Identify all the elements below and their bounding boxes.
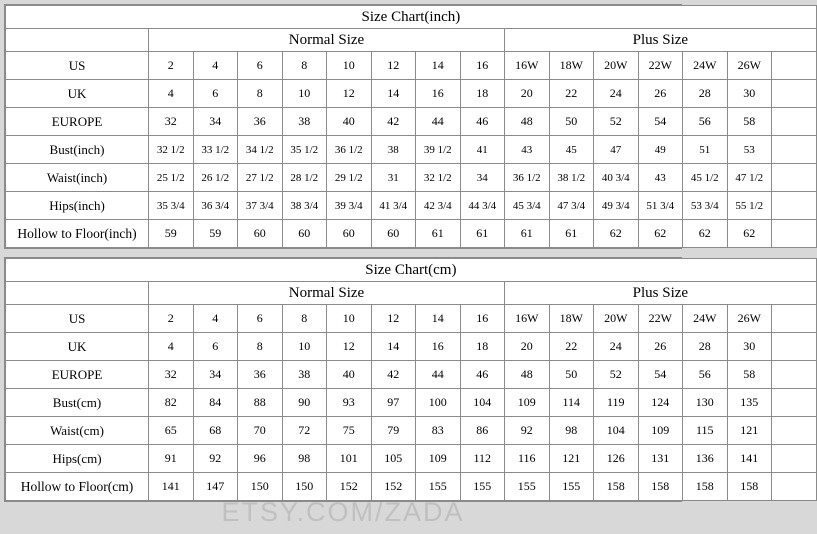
cell <box>772 192 817 220</box>
cell: 16 <box>416 333 461 361</box>
row-label-europe: EUROPE <box>6 361 149 389</box>
cell: 28 1/2 <box>282 164 327 192</box>
cell: 38 <box>371 136 416 164</box>
cell <box>772 52 817 80</box>
cell: 109 <box>505 389 550 417</box>
row-label-waist: Waist(cm) <box>6 417 149 445</box>
cell: 51 3/4 <box>638 192 683 220</box>
cell: 35 1/2 <box>282 136 327 164</box>
cell: 49 <box>638 136 683 164</box>
cell: 61 <box>416 220 461 248</box>
cell: 4 <box>193 52 238 80</box>
cell: 27 1/2 <box>238 164 283 192</box>
table-row <box>6 389 817 417</box>
cell: 36 1/2 <box>505 164 550 192</box>
row-label-bust: Bust(cm) <box>6 389 149 417</box>
cell: 55 1/2 <box>727 192 772 220</box>
cell <box>772 445 817 473</box>
row-label-europe: EUROPE <box>6 108 149 136</box>
table-group-row <box>6 29 817 52</box>
cell: 26 <box>638 80 683 108</box>
cell: 48 <box>505 108 550 136</box>
size-chart-inch-table <box>5 5 817 248</box>
cell: 131 <box>638 445 683 473</box>
cell: 96 <box>238 445 283 473</box>
size-chart-cm-table <box>5 258 817 501</box>
cell: 24 <box>594 333 639 361</box>
cell: 31 <box>371 164 416 192</box>
cell: 54 <box>638 361 683 389</box>
cell: 10 <box>327 305 372 333</box>
cell: 61 <box>460 220 505 248</box>
cell: 52 <box>594 361 639 389</box>
cell: 62 <box>683 220 728 248</box>
cell: 86 <box>460 417 505 445</box>
cell: 60 <box>238 220 283 248</box>
table-row <box>6 52 817 80</box>
cell: 98 <box>282 445 327 473</box>
cell: 38 <box>282 108 327 136</box>
cell: 46 <box>460 361 505 389</box>
cell <box>772 417 817 445</box>
cell: 97 <box>371 389 416 417</box>
cell <box>772 389 817 417</box>
cell: 72 <box>282 417 327 445</box>
cell: 112 <box>460 445 505 473</box>
cell: 18W <box>549 305 594 333</box>
cell: 51 <box>683 136 728 164</box>
cell: 18 <box>460 333 505 361</box>
cell <box>772 220 817 248</box>
cell: 34 <box>193 361 238 389</box>
cell: 30 <box>727 333 772 361</box>
table-row <box>6 80 817 108</box>
cell: 68 <box>193 417 238 445</box>
cell: 83 <box>416 417 461 445</box>
cell: 147 <box>193 473 238 501</box>
cell: 150 <box>282 473 327 501</box>
cell <box>772 164 817 192</box>
cell: 34 1/2 <box>238 136 283 164</box>
cell: 79 <box>371 417 416 445</box>
cell: 24W <box>683 52 728 80</box>
table-title-row <box>6 259 817 282</box>
cell: 43 <box>505 136 550 164</box>
cell: 60 <box>282 220 327 248</box>
cell: 130 <box>683 389 728 417</box>
cell: 33 1/2 <box>193 136 238 164</box>
cell: 18 <box>460 80 505 108</box>
table-row <box>6 108 817 136</box>
cell: 98 <box>549 417 594 445</box>
cell: 20 <box>505 333 550 361</box>
cell <box>772 80 817 108</box>
cell: 34 <box>193 108 238 136</box>
row-label-waist: Waist(inch) <box>6 164 149 192</box>
row-label-hollow-to-floor: Hollow to Floor(inch) <box>6 220 149 248</box>
cell: 22 <box>549 333 594 361</box>
cell: 53 3/4 <box>683 192 728 220</box>
cell: 28 <box>683 333 728 361</box>
cell: 12 <box>327 333 372 361</box>
cell: 28 <box>683 80 728 108</box>
cell: 42 <box>371 108 416 136</box>
cell: 50 <box>549 108 594 136</box>
cell: 58 <box>727 361 772 389</box>
cell: 65 <box>149 417 194 445</box>
table-title-row <box>6 6 817 29</box>
cell: 25 1/2 <box>149 164 194 192</box>
cell: 47 <box>594 136 639 164</box>
cell: 4 <box>193 305 238 333</box>
cell: 47 1/2 <box>727 164 772 192</box>
cell: 26 <box>638 333 683 361</box>
table-group-row <box>6 282 817 305</box>
cell: 44 <box>416 108 461 136</box>
cell: 42 3/4 <box>416 192 461 220</box>
cell: 62 <box>638 220 683 248</box>
cell: 54 <box>638 108 683 136</box>
cell: 56 <box>683 361 728 389</box>
cell: 47 3/4 <box>549 192 594 220</box>
cell: 24 <box>594 80 639 108</box>
corner-cell <box>6 282 149 305</box>
cell: 14 <box>416 305 461 333</box>
cell: 32 <box>149 361 194 389</box>
cell: 8 <box>282 305 327 333</box>
cell: 88 <box>238 389 283 417</box>
cell: 8 <box>282 52 327 80</box>
cell: 44 <box>416 361 461 389</box>
cell: 61 <box>549 220 594 248</box>
cell: 121 <box>549 445 594 473</box>
cell: 29 1/2 <box>327 164 372 192</box>
table-row <box>6 333 817 361</box>
cell: 26W <box>727 52 772 80</box>
group-header-normal: Normal Size <box>149 29 505 52</box>
cell: 135 <box>727 389 772 417</box>
cell: 59 <box>193 220 238 248</box>
size-chart-page <box>0 4 764 534</box>
size-chart-cm-block <box>4 257 761 502</box>
cell: 39 3/4 <box>327 192 372 220</box>
cell: 58 <box>727 108 772 136</box>
cell: 155 <box>505 473 550 501</box>
cell: 38 <box>282 361 327 389</box>
row-label-us: US <box>6 52 149 80</box>
cell: 12 <box>371 52 416 80</box>
chart-title: Size Chart(inch) <box>6 6 817 29</box>
watermark-text: ETSY.COM/ZADA <box>221 497 465 527</box>
cell: 12 <box>327 80 372 108</box>
cell: 41 3/4 <box>371 192 416 220</box>
cell: 52 <box>594 108 639 136</box>
cell: 158 <box>683 473 728 501</box>
cell: 45 <box>549 136 594 164</box>
row-label-bust: Bust(inch) <box>6 136 149 164</box>
cell: 12 <box>371 305 416 333</box>
cell: 41 <box>460 136 505 164</box>
cell: 10 <box>282 80 327 108</box>
cell: 8 <box>238 333 283 361</box>
cell: 36 <box>238 361 283 389</box>
cell: 50 <box>549 361 594 389</box>
group-header-plus: Plus Size <box>505 282 817 305</box>
cell: 32 <box>149 108 194 136</box>
cell: 116 <box>505 445 550 473</box>
cell: 20W <box>594 305 639 333</box>
table-row <box>6 473 817 501</box>
row-label-uk: UK <box>6 333 149 361</box>
cell: 92 <box>505 417 550 445</box>
corner-cell <box>6 29 149 52</box>
cell: 36 3/4 <box>193 192 238 220</box>
cell: 109 <box>638 417 683 445</box>
cell: 35 3/4 <box>149 192 194 220</box>
table-row <box>6 445 817 473</box>
table-row <box>6 220 817 248</box>
cell: 45 1/2 <box>683 164 728 192</box>
cell: 16 <box>416 80 461 108</box>
cell: 16 <box>460 305 505 333</box>
cell: 152 <box>327 473 372 501</box>
group-header-normal: Normal Size <box>149 282 505 305</box>
cell: 75 <box>327 417 372 445</box>
cell: 84 <box>193 389 238 417</box>
cell: 22 <box>549 80 594 108</box>
cell: 34 <box>460 164 505 192</box>
cell: 124 <box>638 389 683 417</box>
cell: 60 <box>371 220 416 248</box>
cell: 43 <box>638 164 683 192</box>
cell <box>772 361 817 389</box>
cell: 61 <box>505 220 550 248</box>
cell: 141 <box>149 473 194 501</box>
cell: 49 3/4 <box>594 192 639 220</box>
cell: 40 <box>327 361 372 389</box>
table-row <box>6 136 817 164</box>
cell: 8 <box>238 80 283 108</box>
size-chart-inch-block <box>4 4 764 249</box>
cell: 38 3/4 <box>282 192 327 220</box>
cell: 93 <box>327 389 372 417</box>
cell: 158 <box>638 473 683 501</box>
cell: 114 <box>549 389 594 417</box>
cell: 105 <box>371 445 416 473</box>
cell <box>772 473 817 501</box>
cell: 119 <box>594 389 639 417</box>
cell: 92 <box>193 445 238 473</box>
table-row <box>6 192 817 220</box>
cell: 22W <box>638 305 683 333</box>
group-header-plus: Plus Size <box>505 29 817 52</box>
cell: 48 <box>505 361 550 389</box>
cell: 126 <box>594 445 639 473</box>
cell <box>772 333 817 361</box>
cell: 121 <box>727 417 772 445</box>
cell: 14 <box>371 80 416 108</box>
row-label-hips: Hips(cm) <box>6 445 149 473</box>
cell: 46 <box>460 108 505 136</box>
cell: 36 1/2 <box>327 136 372 164</box>
cell: 14 <box>371 333 416 361</box>
cell: 30 <box>727 80 772 108</box>
cell: 10 <box>327 52 372 80</box>
cell: 32 1/2 <box>149 136 194 164</box>
cell: 22W <box>638 52 683 80</box>
table-row <box>6 361 817 389</box>
cell: 38 1/2 <box>549 164 594 192</box>
cell: 16W <box>505 305 550 333</box>
table-row <box>6 164 817 192</box>
cell: 40 <box>327 108 372 136</box>
cell: 42 <box>371 361 416 389</box>
cell: 155 <box>460 473 505 501</box>
cell: 2 <box>149 305 194 333</box>
cell: 6 <box>238 52 283 80</box>
cell: 101 <box>327 445 372 473</box>
cell: 158 <box>727 473 772 501</box>
cell: 100 <box>416 389 461 417</box>
cell: 104 <box>594 417 639 445</box>
cell: 20 <box>505 80 550 108</box>
cell: 37 3/4 <box>238 192 283 220</box>
cell: 16 <box>460 52 505 80</box>
cell: 45 3/4 <box>505 192 550 220</box>
cell: 2 <box>149 52 194 80</box>
cell: 62 <box>594 220 639 248</box>
chart-title: Size Chart(cm) <box>6 259 817 282</box>
cell: 24W <box>683 305 728 333</box>
row-label-hollow-to-floor: Hollow to Floor(cm) <box>6 473 149 501</box>
cell: 4 <box>149 333 194 361</box>
row-label-hips: Hips(inch) <box>6 192 149 220</box>
cell: 104 <box>460 389 505 417</box>
cell: 56 <box>683 108 728 136</box>
cell: 44 3/4 <box>460 192 505 220</box>
cell: 16W <box>505 52 550 80</box>
table-row <box>6 305 817 333</box>
table-row <box>6 417 817 445</box>
cell: 4 <box>149 80 194 108</box>
cell <box>772 305 817 333</box>
cell: 53 <box>727 136 772 164</box>
cell: 26 1/2 <box>193 164 238 192</box>
cell: 6 <box>193 333 238 361</box>
cell: 70 <box>238 417 283 445</box>
row-label-uk: UK <box>6 80 149 108</box>
cell: 62 <box>727 220 772 248</box>
cell: 39 1/2 <box>416 136 461 164</box>
cell: 6 <box>193 80 238 108</box>
cell: 60 <box>327 220 372 248</box>
cell: 59 <box>149 220 194 248</box>
cell: 91 <box>149 445 194 473</box>
cell <box>772 108 817 136</box>
cell: 115 <box>683 417 728 445</box>
cell <box>772 136 817 164</box>
cell: 158 <box>594 473 639 501</box>
cell: 10 <box>282 333 327 361</box>
cell: 26W <box>727 305 772 333</box>
cell: 155 <box>416 473 461 501</box>
cell: 82 <box>149 389 194 417</box>
cell: 90 <box>282 389 327 417</box>
cell: 32 1/2 <box>416 164 461 192</box>
row-label-us: US <box>6 305 149 333</box>
cell: 6 <box>238 305 283 333</box>
cell: 18W <box>549 52 594 80</box>
cell: 40 3/4 <box>594 164 639 192</box>
cell: 141 <box>727 445 772 473</box>
cell: 150 <box>238 473 283 501</box>
cell: 20W <box>594 52 639 80</box>
cell: 152 <box>371 473 416 501</box>
cell: 36 <box>238 108 283 136</box>
cell: 155 <box>549 473 594 501</box>
cell: 109 <box>416 445 461 473</box>
cell: 14 <box>416 52 461 80</box>
cell: 136 <box>683 445 728 473</box>
